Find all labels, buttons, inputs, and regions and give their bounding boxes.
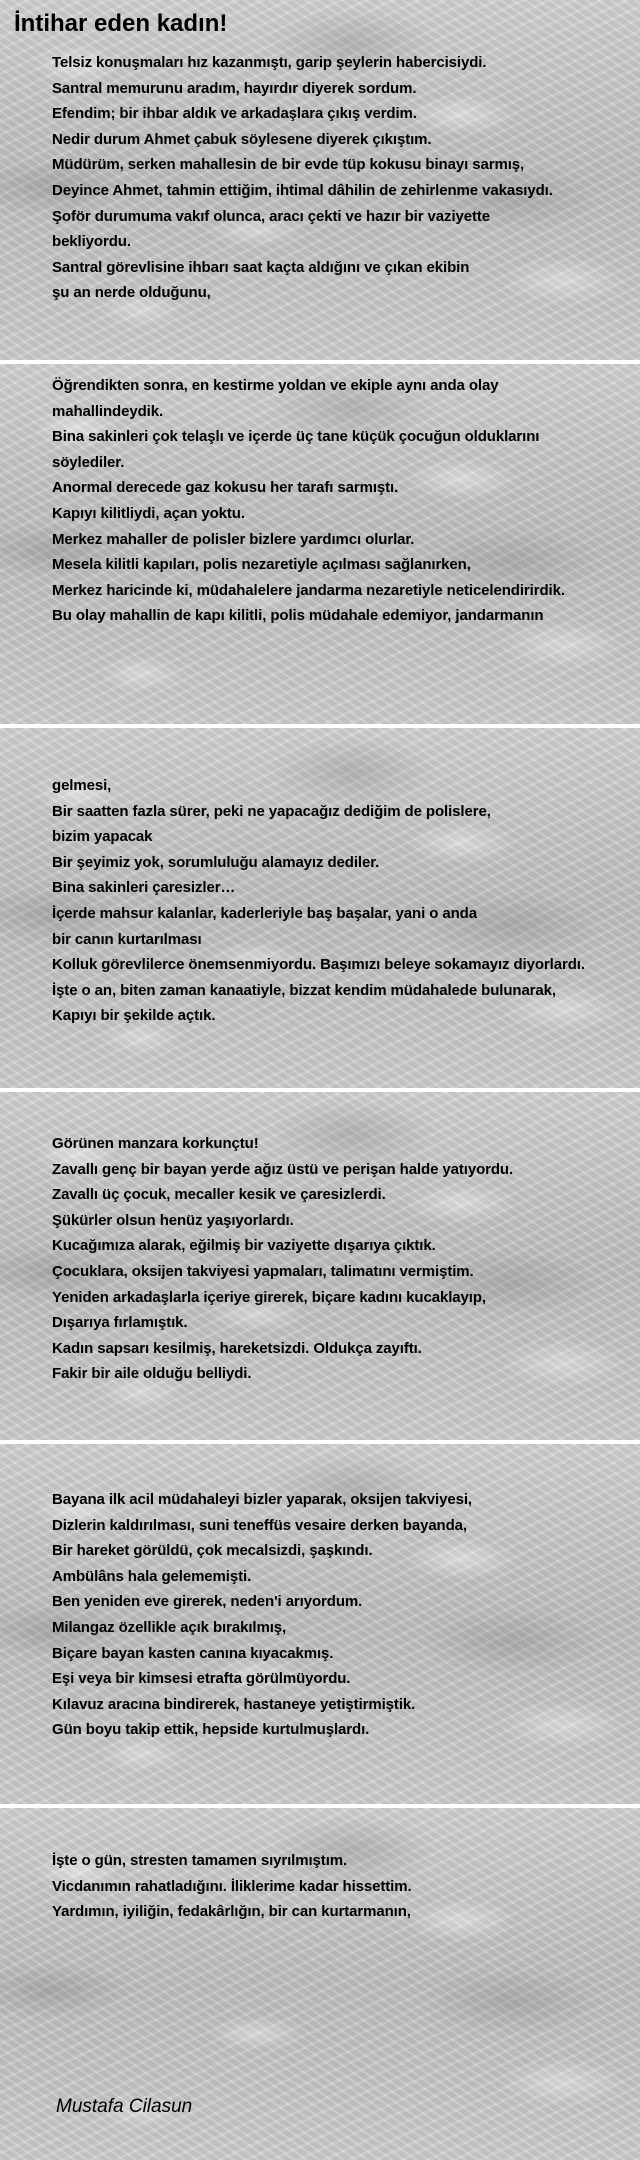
poem-line: Kolluk görevlilerce önemsenmiyordu. Başımızı beleye sokamayız diyorlardı. (52, 956, 585, 974)
poem-line: Kapıyı bir şekilde açtık. (52, 1007, 216, 1025)
stanza-1 (52, 50, 553, 306)
poem-line: Santral memurunu aradım, hayırdır diyerek sordum. (52, 79, 417, 97)
poem-line: şu an nerde olduğunu, (52, 284, 211, 302)
poem-line: Kılavuz aracına bindirerek, hastaneye yetiştirmiştik. (52, 1695, 416, 1713)
poem-line: Görünen manzara korkunçtu! (52, 1135, 259, 1152)
stanza-6 (52, 1848, 412, 1925)
poem-line: bekliyordu. (52, 233, 131, 251)
poem-line: söylediler. (52, 453, 125, 471)
poem-line: İşte o an, biten zaman kanaatiyle, bizzat kendim müdahalede bulunarak, (52, 981, 556, 999)
poem-line: Nedir durum Ahmet çabuk söylesene diyerek çıkıştım. (52, 130, 432, 148)
stanza-4 (52, 1131, 513, 1387)
poem-line: Deyince Ahmet, tahmin ettiğim, ihtimal dâhilin de zehirlenme vakasıydı. (52, 181, 553, 199)
poem-line: Telsiz konuşmaları hız kazanmıştı, garip şeylerin habercisiydi. (52, 54, 487, 71)
poem-line: Dışarıya fırlamıştık. (52, 1314, 188, 1332)
poem-line: İşte o gün, stresten tamamen sıyrılmıştım. (52, 1852, 348, 1869)
stanza-5 (52, 1487, 472, 1743)
poem-line: bir canın kurtarılması (52, 930, 202, 948)
poem-line: Santral görevlisine ihbarı saat kaçta aldığını ve çıkan ekibin (52, 258, 470, 276)
poem-line: mahallindeydik. (52, 402, 164, 420)
poem-line: Çocuklara, oksijen takviyesi yapmaları, talimatını vermiştim. (52, 1262, 474, 1280)
poem-line: Bir saatten fazla sürer, peki ne yapacağız dediğim de polislere, (52, 802, 491, 820)
poem-line: Yardımın, iyiliğin, fedakârlığın, bir can kurtarmanın, (52, 1903, 411, 1921)
poem-line: Bir şeyimiz yok, sorumluluğu alamayız dediler. (52, 853, 380, 871)
poem-title: İntihar eden kadın! (14, 10, 228, 37)
poem-line: Vicdanımın rahatladığını. İliklerime kadar hissettim. (52, 1877, 412, 1895)
poem-line: Bina sakinleri çaresizler… (52, 879, 236, 897)
poem-line: Şoför durumuma vakıf olunca, aracı çekti ve hazır bir vaziyette (52, 207, 491, 225)
poem-line: Bu olay mahallin de kapı kilitli, polis müdahale edemiyor, jandarmanın (52, 607, 544, 625)
poem-line: Mesela kilitli kapıları, polis nezaretiyle açılması sağlanırken, (52, 556, 471, 574)
poem-line: Kapıyı kilitliydi, açan yoktu. (52, 504, 245, 522)
author-name: Mustafa Cilasun (56, 2096, 193, 2117)
poem-line: Öğrendikten sonra, en kestirme yoldan ve ekiple aynı anda olay (52, 377, 499, 394)
poem-line: Fakir bir aile olduğu belliydi. (52, 1365, 252, 1383)
poem-line: Dizlerin kaldırılması, suni teneffüs vesaire derken bayanda, (52, 1516, 467, 1534)
poem-line: Anormal derecede gaz kokusu her tarafı sarmıştı. (52, 479, 399, 497)
poem-line: Şükürler olsun henüz yaşıyorlardı. (52, 1211, 294, 1229)
poem-line: Zavallı üç çocuk, mecaller kesik ve çaresizlerdi. (52, 1186, 386, 1204)
poem-line: Efendim; bir ihbar aldık ve arkadaşlara çıkış verdim. (52, 105, 417, 123)
poem-line: Biçare bayan kasten canına kıyacakmış. (52, 1644, 334, 1662)
stanza-2 (52, 373, 565, 629)
poem-line: Bayana ilk acil müdahaleyi bizler yaparak, oksijen takviyesi, (52, 1491, 472, 1508)
poem-line: Eşi veya bir kimsesi etrafta görülmüyordu. (52, 1670, 351, 1688)
poem-line: Kucağımıza alarak, eğilmiş bir vaziyette dışarıya çıktık. (52, 1237, 436, 1255)
poem-line: Merkez mahaller de polisler bizlere yardımcı olurlar. (52, 530, 415, 548)
poem-line: Yeniden arkadaşlarla içeriye girerek, biçare kadını kucaklayıp, (52, 1288, 486, 1306)
poem-line: İçerde mahsur kalanlar, kaderleriyle baş başalar, yani o anda (52, 904, 477, 922)
poem-line: Ben yeniden eve girerek, neden'i arıyordum. (52, 1593, 363, 1611)
stanza-3 (52, 773, 585, 1029)
poem-line: Bir hareket görüldü, çok mecalsizdi, şaşkındı. (52, 1542, 373, 1560)
poem-line: gelmesi, (52, 777, 112, 794)
poem-line: bizim yapacak (52, 828, 153, 846)
poem-line: Merkez haricinde ki, müdahalelere jandarma nezaretiyle neticelendirirdik. (52, 581, 565, 599)
poem-line: Kadın sapsarı kesilmiş, hareketsizdi. Oldukça zayıftı. (52, 1339, 422, 1357)
poem-line: Milangaz özellikle açık bırakılmış, (52, 1618, 287, 1636)
poem-line: Gün boyu takip ettik, hepside kurtulmuşlardı. (52, 1721, 370, 1739)
poem-line: Bina sakinleri çok telaşlı ve içerde üç tane küçük çocuğun olduklarını (52, 428, 540, 446)
poem-line: Zavallı genç bir bayan yerde ağız üstü ve perişan halde yatıyordu. (52, 1160, 514, 1178)
poem-line: Ambülâns hala gelememişti. (52, 1567, 252, 1585)
poem-line: Müdürüm, serken mahallesin de bir evde tüp kokusu binayı sarmış, (52, 156, 525, 174)
